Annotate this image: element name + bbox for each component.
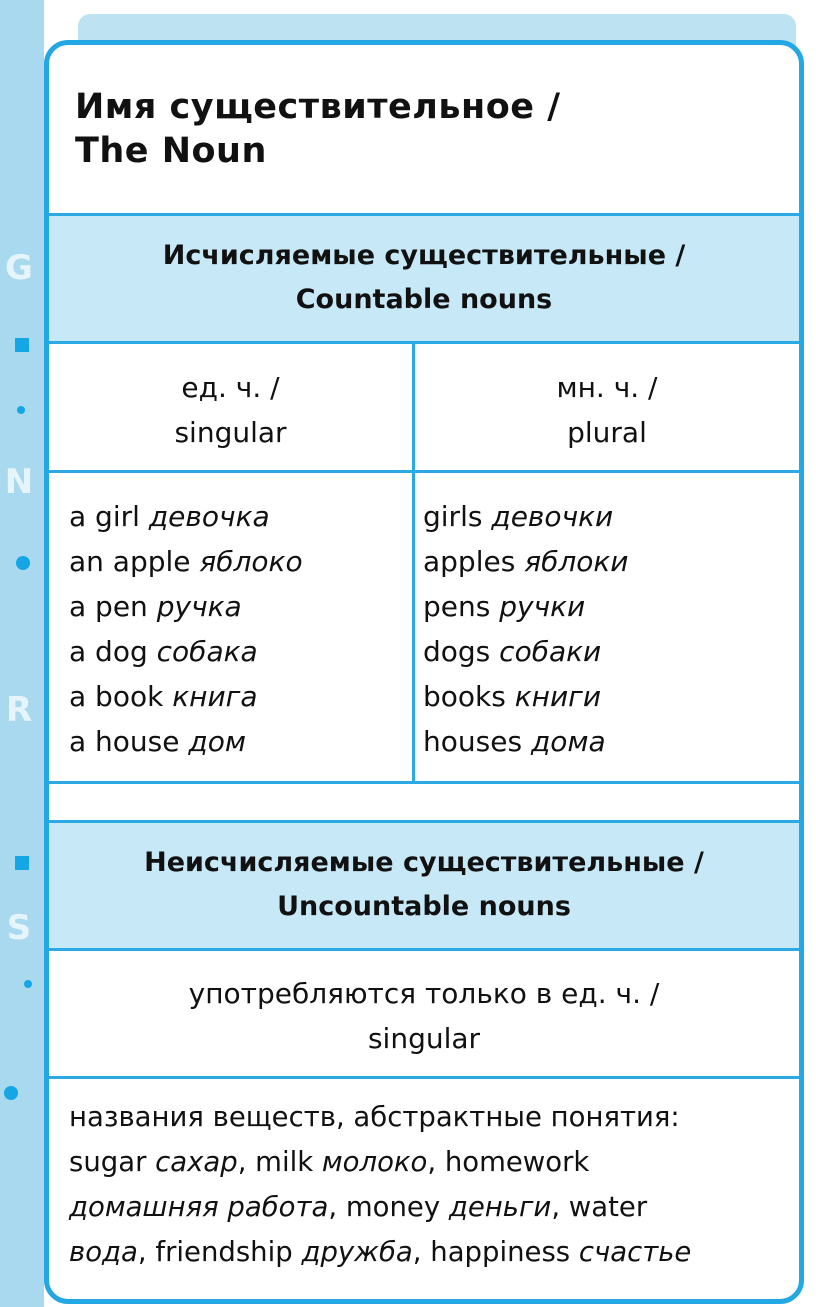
item-ru: собаки — [499, 635, 602, 668]
grammar-card — [44, 40, 804, 1304]
divider — [49, 781, 799, 784]
item-en: dogs — [423, 635, 491, 668]
uncountable-heading-ru: Неисчисляемые существительные / — [144, 847, 704, 878]
divider — [49, 948, 799, 951]
example-ru: вода — [69, 1236, 138, 1268]
title-line-ru: Имя существительное / — [75, 87, 561, 127]
plural-header — [415, 365, 799, 455]
list-item — [423, 539, 628, 584]
column-divider — [412, 344, 415, 782]
example-ru: сахар — [155, 1146, 238, 1178]
dot-icon — [24, 980, 32, 988]
example-ru: дружба — [301, 1236, 413, 1268]
item-ru: дом — [188, 725, 247, 758]
example-en: money — [345, 1191, 441, 1223]
countable-heading — [49, 216, 799, 341]
item-en: a house — [69, 725, 180, 758]
usage-en: singular — [367, 1022, 481, 1055]
countable-heading-ru: Исчисляемые существительные / — [162, 240, 686, 271]
list-item — [423, 584, 628, 629]
uncountable-heading-en: Uncountable nouns — [277, 891, 571, 922]
example-ru: молоко — [321, 1146, 428, 1178]
countable-heading-en: Countable nouns — [295, 284, 553, 315]
item-en: a pen — [69, 590, 148, 623]
singular-header — [49, 365, 412, 455]
list-item — [423, 719, 628, 764]
plural-header-en: plural — [567, 416, 647, 449]
item-en: girls — [423, 500, 483, 533]
list-item — [69, 719, 303, 764]
item-en: houses — [423, 725, 523, 758]
example-en: friendship — [155, 1236, 293, 1268]
example-en: water — [568, 1191, 648, 1223]
item-ru: девочка — [148, 500, 270, 533]
divider — [49, 470, 799, 473]
example-en: homework — [444, 1146, 590, 1178]
list-item — [69, 629, 303, 674]
divider — [49, 341, 799, 344]
square-icon — [15, 856, 29, 870]
item-ru: собака — [156, 635, 258, 668]
example-ru: счастье — [578, 1236, 692, 1268]
uncountable-heading — [49, 823, 799, 948]
plural-list — [423, 494, 628, 764]
list-item — [423, 494, 628, 539]
item-ru: книга — [172, 680, 258, 713]
example-en: milk — [255, 1146, 314, 1178]
example-ru: деньги — [448, 1191, 552, 1223]
plural-header-ru: мн. ч. / — [556, 371, 658, 404]
item-en: pens — [423, 590, 491, 623]
usage-ru: употребляются только в ед. ч. / — [188, 977, 660, 1010]
square-icon — [15, 338, 29, 352]
item-ru: дома — [530, 725, 606, 758]
list-item — [69, 674, 303, 719]
dot-icon — [4, 1086, 18, 1100]
singular-header-en: singular — [174, 416, 287, 449]
item-en: an apple — [69, 545, 191, 578]
examples-intro: названия веществ, абстрактные понятия: — [69, 1101, 680, 1133]
singular-list — [69, 494, 303, 764]
page-title — [75, 85, 560, 173]
item-ru: ручки — [499, 590, 586, 623]
dot-icon — [17, 406, 25, 414]
list-item — [69, 494, 303, 539]
list-item — [423, 674, 628, 719]
item-ru: яблоки — [524, 545, 629, 578]
example-en: happiness — [430, 1236, 571, 1268]
sidebar-letter: S — [6, 908, 32, 948]
example-ru: домашняя работа — [69, 1191, 329, 1223]
singular-header-ru: ед. ч. / — [181, 371, 280, 404]
divider — [49, 1076, 799, 1079]
item-en: books — [423, 680, 506, 713]
dot-icon — [16, 556, 30, 570]
uncountable-usage — [49, 971, 799, 1061]
sidebar-letter: N — [4, 462, 34, 502]
example-en: sugar — [69, 1146, 147, 1178]
item-ru: ручка — [156, 590, 242, 623]
sidebar-decoration — [0, 0, 44, 1307]
uncountable-examples: названия веществ, абстрактные понятия: sugar сахар, milk молоко, homework домашняя работа, money деньги, water вода, friendship дружба, happiness счастье — [69, 1101, 692, 1268]
list-item — [69, 539, 303, 584]
item-ru: книги — [514, 680, 602, 713]
sidebar-letter: G — [5, 248, 33, 288]
title-line-en: The Noun — [75, 131, 267, 171]
sidebar-letter: R — [5, 690, 33, 730]
item-en: apples — [423, 545, 516, 578]
item-en: a girl — [69, 500, 140, 533]
item-ru: яблоко — [199, 545, 303, 578]
list-item — [423, 629, 628, 674]
item-en: a book — [69, 680, 164, 713]
list-item — [69, 584, 303, 629]
item-ru: девочки — [491, 500, 614, 533]
item-en: a dog — [69, 635, 148, 668]
